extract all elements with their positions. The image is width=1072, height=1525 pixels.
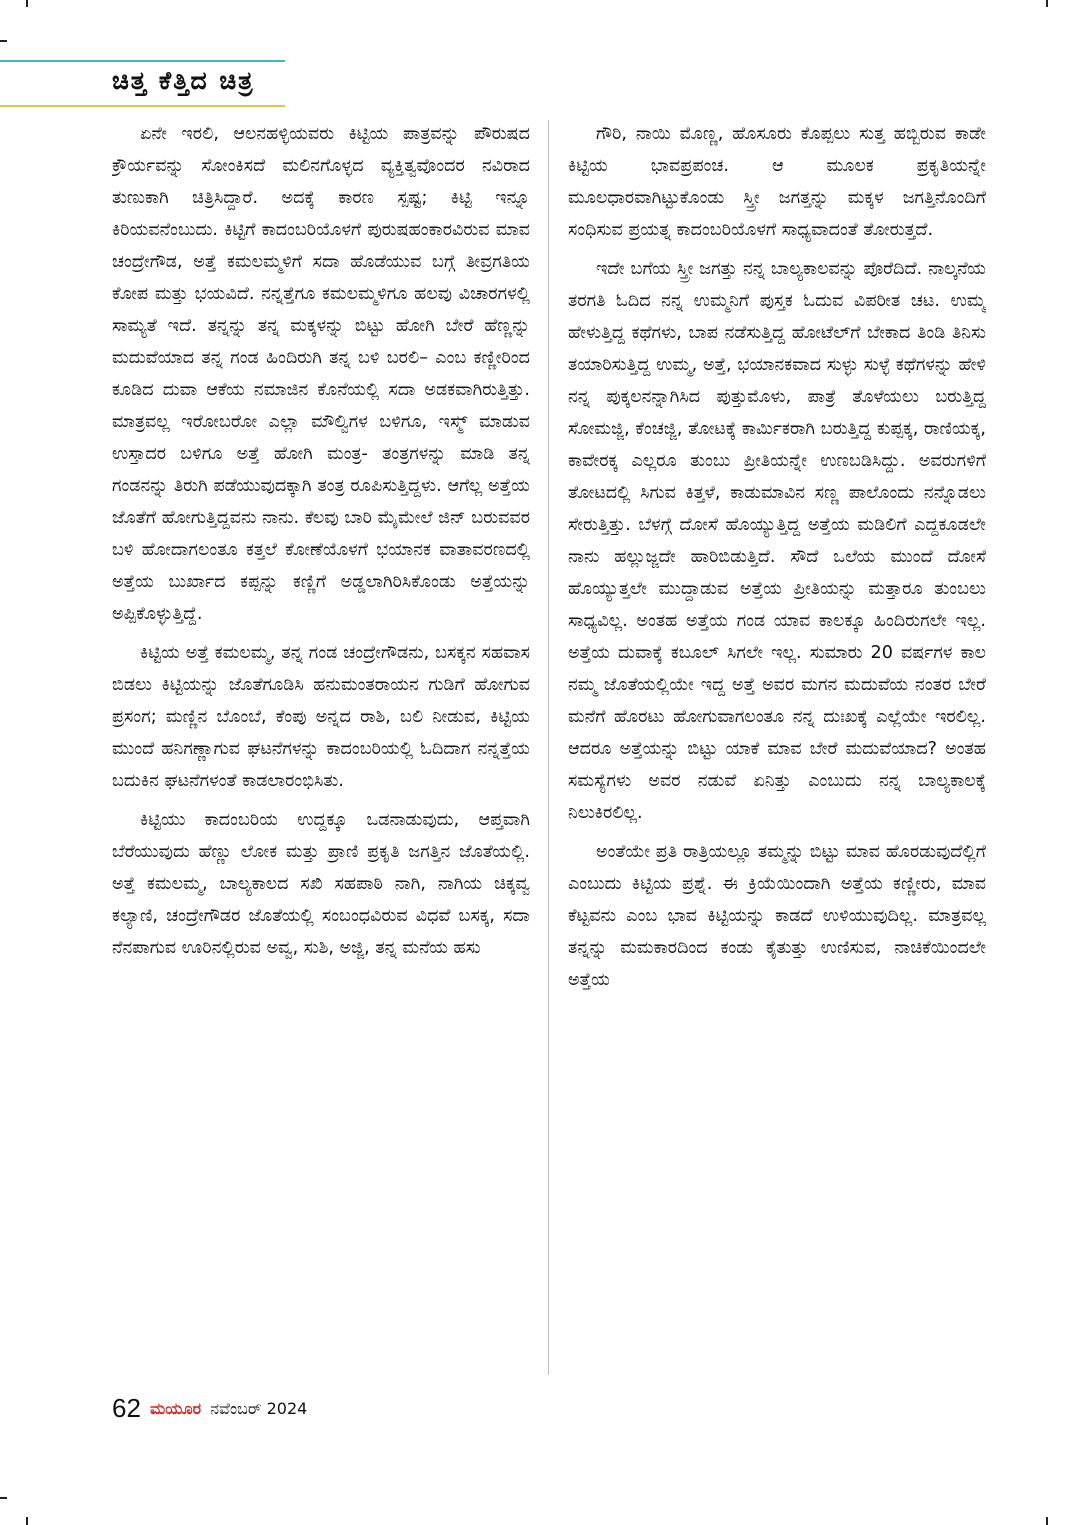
magazine-logo: ಮಯೂರ	[150, 1398, 202, 1418]
column-divider	[548, 120, 549, 1375]
paragraph: ಕಿಟ್ಟಿಯು ಕಾದಂಬರಿಯ ಉದ್ದಕ್ಕೂ ಒಡನಾಡುವುದು, ಆಪ್ತವಾಗಿ ಬೆರೆಯುವುದು ಹೆಣ್ಣು ಲೋಕ ಮತ್ತು ಪ್ರಾಣಿ ಪ್ರಕೃತಿ ಜಗತ್ತಿನ ಜೊತೆಯಲ್ಲಿ. ಅತ್ತೆ ಕಮಲಮ್ಮ, ಬಾಲ್ಯಕಾಲದ ಸಖಿ ಸಹಪಾಠಿ ನಾಗಿ, ನಾಗಿಯ ಚಿಕ್ಕವ್ವ ಕಲ್ಯಾಣಿ, ಚಂದ್ರೇಗೌಡರ ಜೊತೆಯಲ್ಲಿ ಸಂಬಂಧವಿರುವ ವಿಧವೆ ಬಸಕ್ಕ, ಸದಾ ನೆನಪಾಗುವ ಊರಿನಲ್ಲಿರುವ ಅವ್ವ, ಸುಶಿ, ಅಜ್ಜಿ, ತನ್ನ ಮನೆಯ ಹಸು	[112, 810, 530, 958]
issue-date: ನವೆಂಬರ್ 2024	[210, 1398, 308, 1418]
crop-mark-top-right	[1046, 0, 1048, 7]
page-footer	[112, 1393, 307, 1429]
paragraph: ಗೌರಿ, ನಾಯಿ ಮೊಣ್ಣ, ಹೊಸೂರು ಕೊಪ್ಪಲು ಸುತ್ತ ಹಬ್ಬಿರುವ ಕಾಡೇ ಕಿಟ್ಟಿಯ ಭಾವಪ್ರಪಂಚ. ಆ ಮೂಲಕ ಪ್ರಕೃತಿಯನ್ನೇ ಮೂಲಧಾರವಾಗಿಟ್ಟುಕೊಂಡು ಸ್ತ್ರೀ ಜಗತ್ತನ್ನು ಮಕ್ಕಳ ಜಗತ್ತಿನೊಂದಿಗೆ ಸಂಧಿಸುವ ಪ್ರಯತ್ನ ಕಾದಂಬರಿಯೊಳಗೆ ಸಾಧ್ಯವಾದಂತೆ ತೋರುತ್ತದೆ.	[568, 124, 986, 240]
paragraph: ಕಿಟ್ಟಿಯ ಅತ್ತೆ ಕಮಲಮ್ಮ, ತನ್ನ ಗಂಡ ಚಂದ್ರೇಗೌಡನು, ಬಸಕ್ಕನ ಸಹವಾಸ ಬಿಡಲು ಕಿಟ್ಟಿಯನ್ನು ಜೊತೆಗೂಡಿಸಿ ಹನುಮಂತರಾಯನ ಗುಡಿಗೆ ಹೋಗುವ ಪ್ರಸಂಗ; ಮಣ್ಣಿನ ಬೊಂಬೆ, ಕೆಂಪು ಅನ್ನದ ರಾಶಿ, ಬಲಿ ನೀಡುವ, ಕಿಟ್ಟಿಯ ಮುಂದೆ ಹನಿಗಣ್ಣಾಗುವ ಘಟನೆಗಳನ್ನು ಕಾದಂಬರಿಯಲ್ಲಿ ಓದಿದಾಗ ನನ್ನತ್ತೆಯ ಬದುಕಿನ ಘಟನೆಗಳಂತೆ ಕಾಡಲಾರಂಭಿಸಿತು.	[112, 643, 530, 791]
article-title: ಚಿತ್ತ ಕೆತ್ತಿದ ಚಿತ್ರ	[112, 66, 255, 95]
paragraph: ಇದೇ ಬಗೆಯ ಸ್ತ್ರೀ ಜಗತ್ತು ನನ್ನ ಬಾಲ್ಯಕಾಲವನ್ನು ಪೊರೆದಿದೆ. ನಾಲ್ಕನೆಯ ತರಗತಿ ಓದಿದ ನನ್ನ ಉಮ್ಮನಿಗೆ ಪುಸ್ತಕ ಓದುವ ವಿಪರೀತ ಚಟ. ಉಮ್ಮ ಹೇಳುತ್ತಿದ್ದ ಕಥೆಗಳು, ಬಾಪ ನಡೆಸುತ್ತಿದ್ದ ಹೋಟೆಲ್‌ಗೆ ಬೇಕಾದ ತಿಂಡಿ ತಿನಿಸು ತಯಾರಿಸುತ್ತಿದ್ದ ಉಮ್ಮ, ಅತ್ತೆ, ಭಯಾನಕವಾದ ಸುಳ್ಳು ಸುಳ್ಳೆ ಕಥೆಗಳನ್ನು ಹೇಳಿ ನನ್ನ ಪುಕ್ಕಲನನ್ನಾಗಿಸಿದ ಪುತ್ತುಮೊಳು, ಪಾತ್ರೆ ತೊಳೆಯಲು ಬರುತ್ತಿದ್ದ ಸೋಮಜ್ಜಿ, ಕೆಂಚಜ್ಜಿ, ತೋಟಕ್ಕೆ ಕಾರ್ಮಿಕರಾಗಿ ಬರುತ್ತಿದ್ದ ಕುಪ್ಪಕ್ಕ, ರಾಣಿಯಕ್ಕ, ಕಾವೇರಕ್ಕ ಎಲ್ಲರೂ ತುಂಬು ಪ್ರೀತಿಯನ್ನೇ ಉಣಬಡಿಸಿದ್ದು. ಅವರುಗಳಿಗೆ ತೋಟದಲ್ಲಿ ಸಿಗುವ ಕಿತ್ತಳೆ, ಕಾಡುಮಾವಿನ ಸಣ್ಣ ಪಾಲೊಂದು ನನ್ನೊಡಲು ಸೇರುತ್ತಿತ್ತು. ಬೆಳಗ್ಗೆ ದೋಸೆ ಹೊಯ್ಯುತ್ತಿದ್ದ ಅತ್ತೆಯ ಮಡಿಲಿಗೆ ಎದ್ದಕೂಡಲೇ ನಾನು ಹಲ್ಲುಜ್ಜದೇ ಹಾರಿಬಿಡುತ್ತಿದೆ. ಸೌದೆ ಒಲೆಯ ಮುಂದೆ ದೋಸೆ ಹೊಯ್ಯುತ್ತಲೇ ಮುದ್ದಾಡುವ ಅತ್ತೆಯ ಪ್ರೀತಿಯನ್ನು ಮತ್ತಾರೂ ತುಂಬಲು ಸಾಧ್ಯವಿಲ್ಲ. ಅಂತಹ ಅತ್ತೆಯ ಗಂಡ ಯಾವ ಕಾಲಕ್ಕೂ ಹಿಂದಿರುಗಲೇ ಇಲ್ಲ. ಅತ್ತೆಯ ದುವಾಕ್ಕೆ ಕಬೂಲ್ ಸಿಗಲೇ ಇಲ್ಲ. ಸುಮಾರು 20 ವರ್ಷಗಳ ಕಾಲ ನಮ್ಮ ಜೊತೆಯಲ್ಲಿಯೇ ಇದ್ದ ಅತ್ತೆ ಅವರ ಮಗನ ಮದುವೆಯ ನಂತರ ಬೇರೆ ಮನೆಗೆ ಹೊರಟು ಹೋಗುವಾಗಲಂತೂ ನನ್ನ ದುಃಖಕ್ಕೆ ಎಲ್ಲೆಯೇ ಇರಲಿಲ್ಲ. ಆದರೂ ಅತ್ತೆಯನ್ನು ಬಿಟ್ಟು ಯಾಕೆ ಮಾವ ಬೇರೆ ಮದುವೆಯಾದ? ಅಂತಹ ಸಮಸ್ಯೆಗಳು ಅವರ ನಡುವೆ ಏನಿತ್ತು ಎಂಬುದು ನನ್ನ ಬಾಲ್ಯಕಾಲಕ್ಕೆ ನಿಲುಕಿರಲಿಲ್ಲ.	[568, 259, 986, 823]
right-column	[568, 118, 986, 1380]
header-rule-bottom	[0, 105, 285, 107]
paragraph: ಏನೇ ಇರಲಿ, ಆಲನಹಳ್ಳಿಯವರು ಕಿಟ್ಟಿಯ ಪಾತ್ರವನ್ನು ಪೌರುಷದ ಕ್ರೌರ್ಯವನ್ನು ಸೋಂಕಿಸದೆ ಮಲಿನಗೊಳ್ಳದ ವ್ಯಕ್ತಿತ್ವವೊಂದರ ನವಿರಾದ ತುಣುಕಾಗಿ ಚಿತ್ರಿಸಿದ್ದಾರೆ. ಅದಕ್ಕೆ ಕಾರಣ ಸ್ಪಷ್ಟ; ಕಿಟ್ಟಿ ಇನ್ನೂ ಕಿರಿಯವನೆಂಬುದು. ಕಿಟ್ಟಿಗೆ ಕಾದಂಬರಿಯೊಳಗೆ ಪುರುಷಹಂಕಾರವಿರುವ ಮಾವ ಚಂದ್ರೇಗೌಡ, ಅತ್ತೆ ಕಮಲಮ್ಮಳಿಗೆ ಸದಾ ಹೊಡೆಯುವ ಬಗ್ಗೆ ತೀವ್ರಗತಿಯ ಕೋಪ ಮತ್ತು ಭಯವಿದೆ. ನನ್ನತ್ತೆಗೂ ಕಮಲಮ್ಮಳಿಗೂ ಹಲವು ವಿಚಾರಗಳಲ್ಲಿ ಸಾಮ್ಯತೆ ಇದೆ. ತನ್ನನ್ನು ತನ್ನ ಮಕ್ಕಳನ್ನು ಬಿಟ್ಟು ಹೋಗಿ ಬೇರೆ ಹೆಣ್ಣನ್ನು ಮದುವೆಯಾದ ತನ್ನ ಗಂಡ ಹಿಂದಿರುಗಿ ತನ್ನ ಬಳಿ ಬರಲಿ– ಎಂಬ ಕಣ್ಣೀರಿಂದ ಕೂಡಿದ ದುವಾ ಆಕೆಯ ನಮಾಜಿನ ಕೊನೆಯಲ್ಲಿ ಸದಾ ಅಡಕವಾಗಿರುತ್ತಿತ್ತು. ಮಾತ್ರವಲ್ಲ ಇರೋಬರೋ ಎಲ್ಲಾ ಮೌಲ್ವಿಗಳ ಬಳಿಗೂ, ಇಸ್ಮ್ ಮಾಡುವ ಉಸ್ತಾದರ ಬಳಿಗೂ ಅತ್ತೆ ಹೋಗಿ ಮಂತ್ರ- ತಂತ್ರಗಳನ್ನು ಮಾಡಿ ತನ್ನ ಗಂಡನನ್ನು ತಿರುಗಿ ಪಡೆಯುವುದಕ್ಕಾಗಿ ತಂತ್ರ ರೂಪಿಸುತ್ತಿದ್ದಳು. ಆಗೆಲ್ಲ ಅತ್ತೆಯ ಜೊತೆಗೆ ಹೋಗುತ್ತಿದ್ದವನು ನಾನು. ಕೆಲವು ಬಾರಿ ಮೈಮೇಲೆ ಜಿನ್ ಬರುವವರ ಬಳಿ ಹೋದಾಗಲಂತೂ ಕತ್ತಲೆ ಕೋಣೆಯೊಳಗೆ ಭಯಾನಕ ವಾತಾವರಣದಲ್ಲಿ ಅತ್ತೆಯ ಬುರ್ಖಾದ ಕಪ್ಪನ್ನು ಕಣ್ಣಿಗೆ ಅಡ್ಡಲಾಗಿರಿಸಿಕೊಂಡು ಅತ್ತೆಯನ್ನು ಅಪ್ಪಿಕೊಳ್ಳುತ್ತಿದ್ದೆ.	[112, 124, 530, 624]
page-number: 62	[112, 1393, 141, 1423]
header-rule-top	[0, 60, 285, 62]
crop-mark-left-lower	[0, 1497, 7, 1499]
crop-mark-bottom-left	[26, 1517, 28, 1525]
paragraph: ಅಂತೆಯೇ ಪ್ರತಿ ರಾತ್ರಿಯಲ್ಲೂ ತಮ್ಮನ್ನು ಬಿಟ್ಟು ಮಾವ ಹೊರಡುವುದೆಲ್ಲಿಗೆ ಎಂಬುದು ಕಿಟ್ಟಿಯ ಪ್ರಶ್ನೆ. ಈ ಕ್ರಿಯೆಯಿಂದಾಗಿ ಅತ್ತೆಯ ಕಣ್ಣೀರು, ಮಾವ ಕೆಟ್ಟವನು ಎಂಬ ಭಾವ ಕಿಟ್ಟಿಯನ್ನು ಕಾಡದೆ ಉಳಿಯುವುದಿಲ್ಲ. ಮಾತ್ರವಲ್ಲ ತನ್ನನ್ನು ಮಮಕಾರದಿಂದ ಕಂಡು ಕೈತುತ್ತು ಉಣಿಸುವ, ನಾಚಿಕೆಯಿಂದಲೇ ಅತ್ತೆಯ	[568, 842, 986, 990]
crop-mark-left-upper	[0, 40, 7, 42]
crop-mark-top-left	[26, 0, 28, 7]
crop-mark-bottom-right	[1046, 1517, 1048, 1525]
left-column	[112, 118, 530, 1380]
